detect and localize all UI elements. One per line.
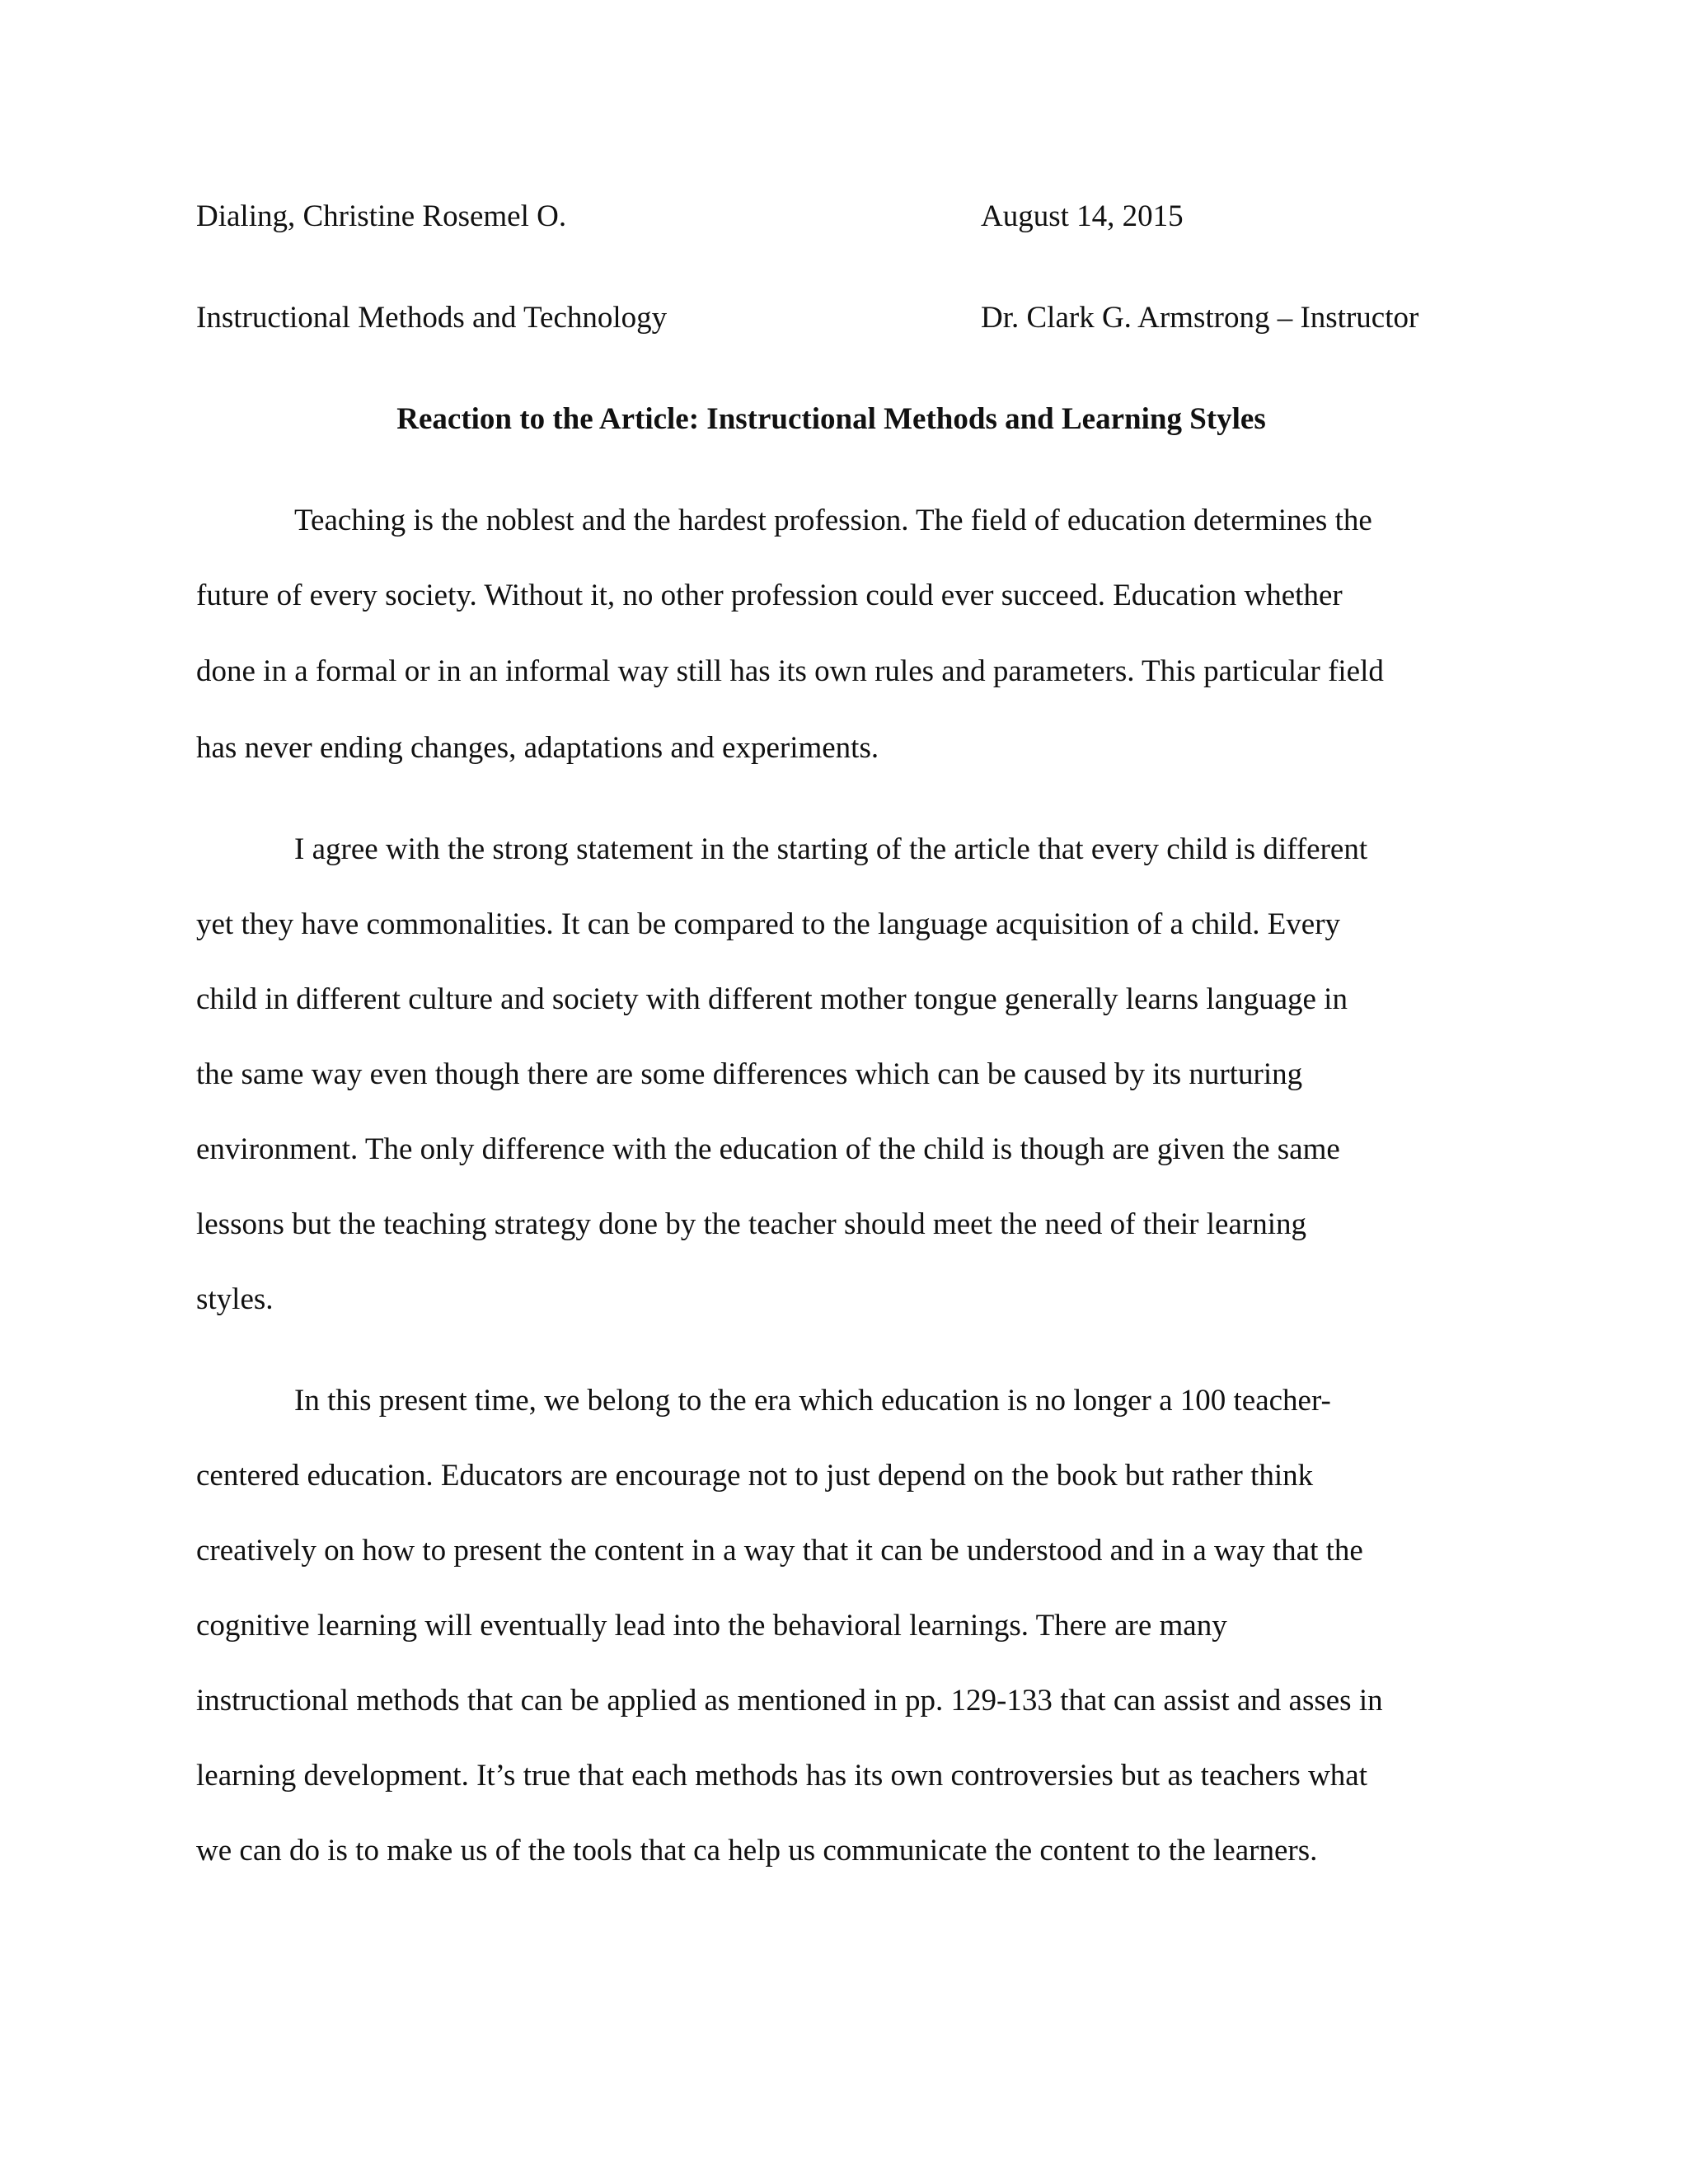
paragraph-3-line-4: cognitive learning will eventually lead into the behavioral learnings. There are many <box>196 1609 1227 1643</box>
document-title: Reaction to the Article: Instructional Methods and Learning Styles <box>396 402 1266 436</box>
paragraph-3-line-3: creatively on how to present the content in a way that it can be understood and in a way that the <box>196 1534 1363 1568</box>
paragraph-1-line-3: done in a formal or in an informal way still has its own rules and parameters. This particular field <box>196 654 1384 688</box>
instructor-name: Dr. Clark G. Armstrong – Instructor <box>981 301 1419 335</box>
course-name: Instructional Methods and Technology <box>196 301 668 335</box>
paragraph-3-line-1: In this present time, we belong to the era which education is no longer a 100 teacher- <box>294 1384 1331 1418</box>
paragraph-1-line-2: future of every society. Without it, no other profession could ever succeed. Education whether <box>196 579 1343 612</box>
paragraph-2-line-5: environment. The only difference with the education of the child is though are given the same <box>196 1132 1340 1166</box>
paragraph-1-line-1: Teaching is the noblest and the hardest profession. The field of education determines the <box>294 504 1372 537</box>
paragraph-3-line-2: centered education. Educators are encourage not to just depend on the book but rather think <box>196 1459 1314 1493</box>
paragraph-2-line-6: lessons but the teaching strategy done by the teacher should meet the need of their learning <box>196 1207 1306 1241</box>
submission-date: August 14, 2015 <box>981 199 1184 233</box>
paragraph-2-line-2: yet they have commonalities. It can be compared to the language acquisition of a child. Every <box>196 907 1341 941</box>
paragraph-3-line-5: instructional methods that can be applied as mentioned in pp. 129-133 that can assist and asses in <box>196 1684 1383 1718</box>
paragraph-1-line-4: has never ending changes, adaptations and experiments. <box>196 731 879 765</box>
paragraph-2-line-1: I agree with the strong statement in the starting of the article that every child is different <box>294 832 1368 866</box>
paragraph-2-line-7: styles. <box>196 1282 274 1316</box>
paragraph-3-line-7: we can do is to make us of the tools that ca help us communicate the content to the learners. <box>196 1834 1318 1868</box>
paragraph-3-line-6: learning development. It’s true that each methods has its own controversies but as teachers what <box>196 1759 1367 1793</box>
paragraph-2-line-4: the same way even though there are some differences which can be caused by its nurturing <box>196 1057 1303 1091</box>
author-name: Dialing, Christine Rosemel O. <box>196 199 567 233</box>
paragraph-2-line-3: child in different culture and society with different mother tongue generally learns language in <box>196 982 1348 1016</box>
